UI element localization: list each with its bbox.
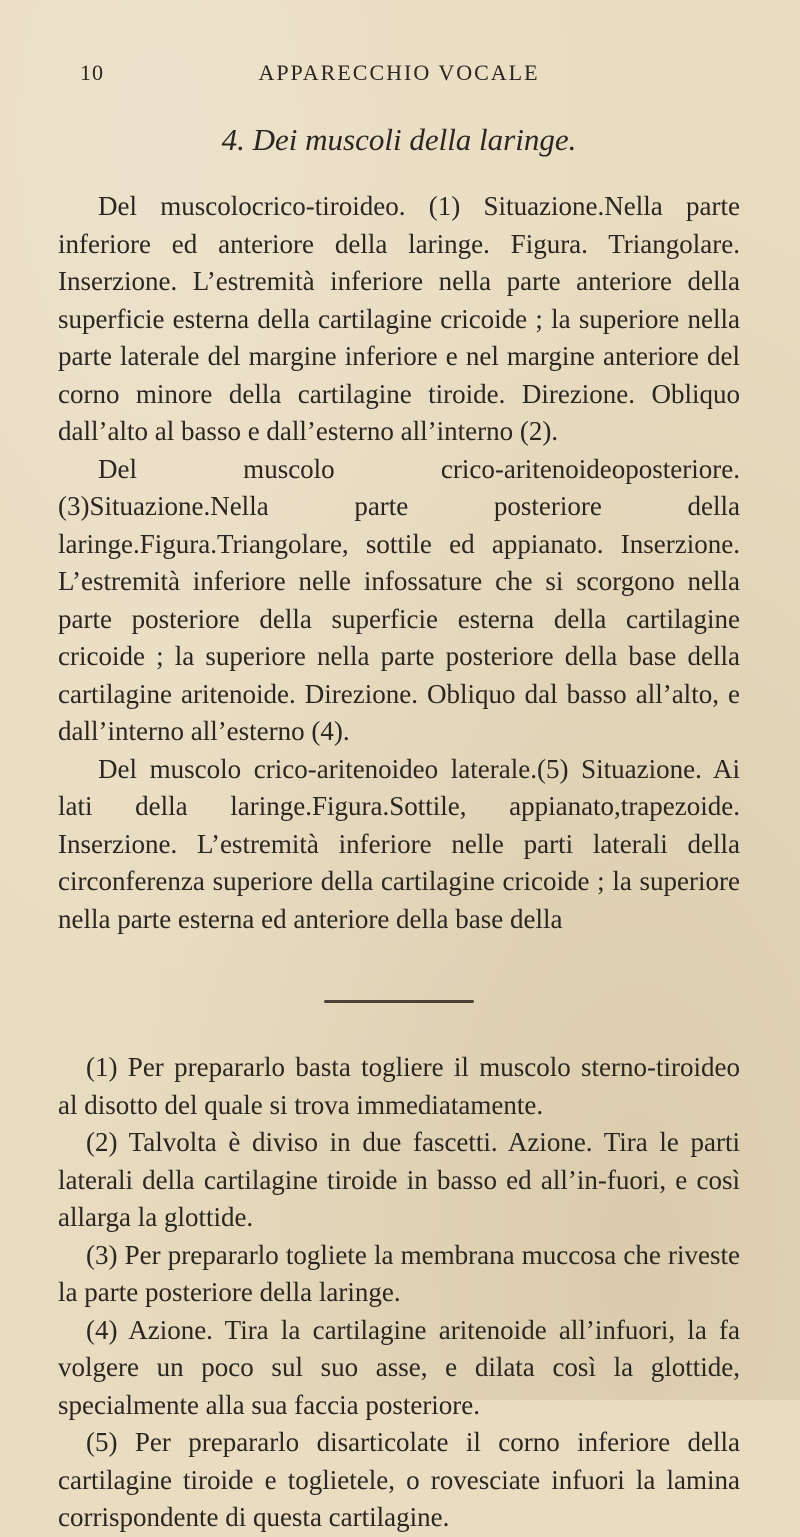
section-title: 4. Dei muscoli della laringe. <box>221 122 577 157</box>
page-number: 10 <box>80 60 104 85</box>
running-title: APPARECCHIO VOCALE <box>258 60 540 85</box>
footnote-4: (4) Azione. Tira la cartilagine aritenoide all’infuori, la fa volgere un poco sul suo asse, e dilata così la glottide, specialmente alla sua faccia posteriore. <box>58 1314 740 1420</box>
paragraph-crico-aritenoideo-laterale: Del muscolo crico-aritenoideo laterale.(5) Situazione. Ai lati della laringe.Figura.Sottile, appianato,trapezoide. Inserzione. L’estremità inferiore nelle parti laterali della circonferenza superiore della cartilagine cricoide ; la superiore nella parte esterna ed anteriore della base della <box>58 753 740 934</box>
running-head <box>58 60 740 94</box>
footnote-3: (3) Per prepararlo togliete la membrana muccosa che riveste la parte posteriore della laringe. <box>58 1239 740 1307</box>
footnote-1: (1) Per prepararlo basta togliere il muscolo sterno-tiroideo al disotto del quale si trova immediatamente. <box>58 1052 740 1120</box>
footnote-5: (5) Per prepararlo disarticolate il corno inferiore della cartilagine tiroide e toglietele, o rovesciate infuori la lamina corrispondente di questa cartilagine. <box>58 1427 740 1532</box>
footnote-divider <box>324 1000 474 1003</box>
paragraph-crico-tiroideo: Del muscolocrico-tiroideo. (1) Situazione.Nella parte inferiore ed anteriore della laringe. Figura. Triangolare. Inserzione. L’estremità inferiore nella parte anteriore della superficie esterna della cartilagine cricoide ; la superiore nella parte laterale del margine inferiore e nel margine anteriore del corno minore della cartilagine tiroide. Direzione. Obliquo dall’alto al basso e dall’esterno all’interno (2). <box>58 191 740 446</box>
paragraph-crico-aritenoideo-posteriore: Del muscolo crico-aritenoideoposteriore.(3)Situazione.Nella parte posteriore della laringe.Figura.Triangolare, sottile ed appianato. Inserzione. L’estremità inferiore nelle infossature che si scorgono nella parte posteriore della superficie esterna della cartilagine cricoide ; la superiore nella parte posteriore della base della cartilagine aritenoide. Direzione. Obliquo dal basso all’alto, e dall’interno all’esterno (4). <box>58 453 740 746</box>
footnote-2: (2) Talvolta è diviso in due fascetti. Azione. Tira le parti laterali della cartilagine tiroide in basso ed all’in-fuori, e così allarga la glottide. <box>58 1127 740 1232</box>
body-text <box>58 188 740 938</box>
footnotes <box>58 1049 740 1537</box>
